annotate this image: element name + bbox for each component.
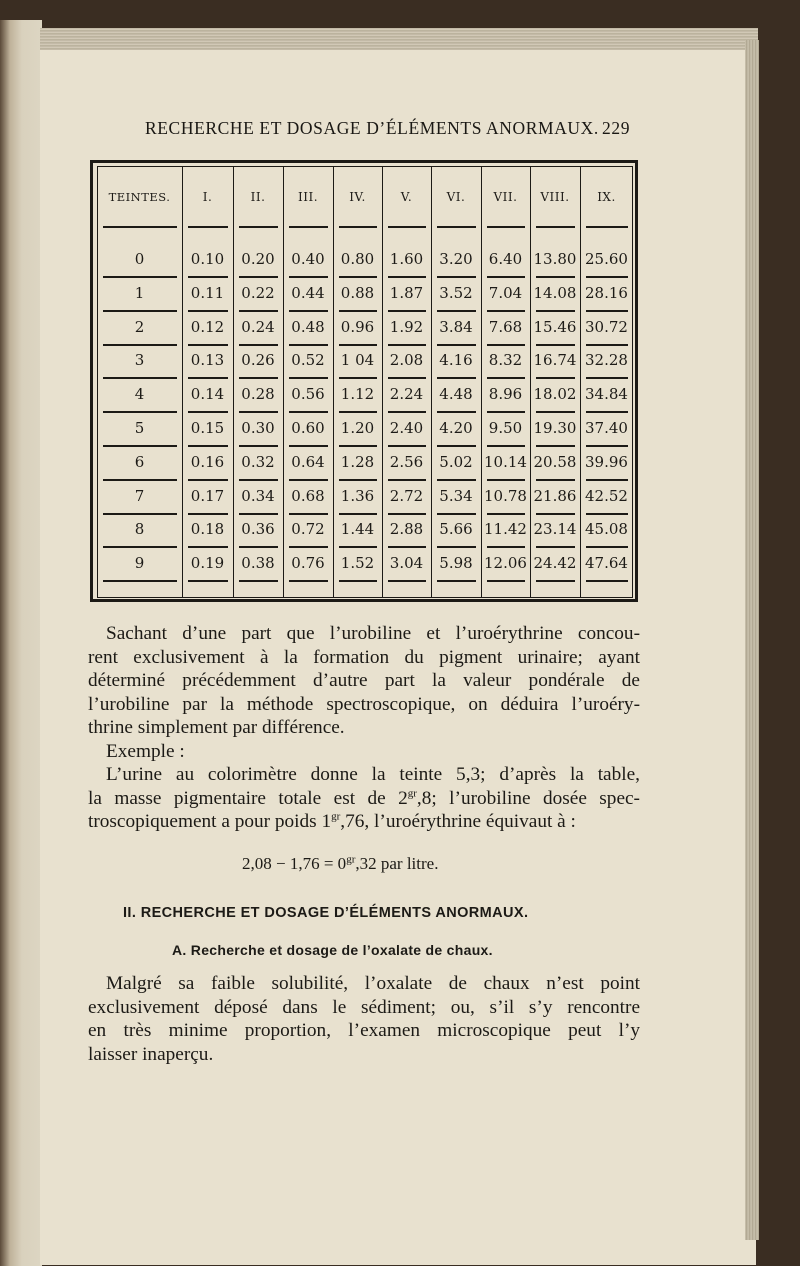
table-cell-rule — [239, 479, 278, 481]
table-cell: 0.16 — [190, 452, 225, 471]
table-cell-rule — [103, 226, 177, 228]
table-cell: 0.34 — [241, 486, 275, 505]
table-cell: 0.15 — [190, 419, 225, 437]
table-cell-rule — [103, 479, 177, 481]
table-cell: 7.68 — [488, 317, 523, 336]
table-cell-rule — [103, 310, 177, 312]
table-cell-rule — [388, 479, 426, 481]
table-cell: 25.60 — [585, 250, 628, 268]
table-cell-rule — [388, 445, 426, 447]
table-cell-rule — [289, 580, 328, 582]
table-cell-rule — [536, 226, 575, 228]
table-cell-rule — [339, 310, 377, 312]
table-header-cell: VI. — [446, 190, 466, 204]
table-cell-rule — [339, 226, 377, 228]
table-cell-rule — [339, 344, 377, 346]
table-header-cell: II. — [250, 190, 266, 204]
table-cell: 2.88 — [389, 520, 424, 539]
table-cell: 9 — [134, 554, 145, 573]
table-cell-rule — [437, 546, 476, 548]
table-cell: 15.46 — [533, 317, 577, 336]
table-cell-rule — [487, 445, 525, 447]
table-cell: 0.56 — [291, 385, 325, 404]
paragraph-line: thrine simplement par différence. — [88, 717, 345, 738]
table-cell-rule — [437, 479, 476, 481]
table-cell-rule — [289, 411, 328, 413]
table-cell: 0.36 — [241, 520, 275, 539]
table-cell: 16.74 — [533, 351, 577, 370]
table-cell-rule — [536, 411, 575, 413]
table-cell: 21.86 — [533, 486, 577, 505]
table-cell: 0.18 — [190, 520, 225, 539]
table-cell-rule — [239, 276, 278, 278]
table-cell-rule — [536, 546, 575, 548]
table-cell-rule — [586, 546, 628, 548]
table-cell: 45.08 — [585, 520, 628, 539]
table-cell: 1.87 — [389, 283, 424, 302]
table-cell-rule — [388, 411, 426, 413]
table-cell-rule — [289, 513, 328, 515]
table-cell-rule — [586, 479, 628, 481]
table-cell: 0.11 — [190, 283, 225, 302]
example-line: la masse pigmentaire totale est de $2^{gr},8$; l’urobiline dosée spec- — [88, 787, 640, 809]
example-label: Exemple : — [106, 740, 185, 762]
table-cell: 10.14 — [484, 452, 527, 471]
table-cell: 0.40 — [291, 250, 325, 268]
table-cell-rule — [339, 580, 377, 582]
table-cell: 0.17 — [190, 486, 225, 505]
table-cell: 39.96 — [585, 452, 628, 471]
table-cell-rule — [103, 411, 177, 413]
table-cell-rule — [103, 580, 177, 582]
table-cell-rule — [289, 276, 328, 278]
table-cell-rule — [188, 377, 228, 379]
table-cell: 0.48 — [291, 317, 325, 336]
table-cell-rule — [536, 445, 575, 447]
table-cell-rule — [487, 546, 525, 548]
table-cell-rule — [437, 377, 476, 379]
table-cell: 0.80 — [340, 250, 375, 268]
table-cell-rule — [437, 344, 476, 346]
table-cell: 1.44 — [340, 520, 375, 539]
table-cell: 0.72 — [291, 520, 325, 539]
paragraph-line: Sachant d’une part que l’urobiline et l’uroérythrine concou- — [106, 623, 640, 644]
table-cell-rule — [188, 344, 228, 346]
table-cell: 30.72 — [585, 317, 628, 336]
table-cell-rule — [487, 226, 525, 228]
table-cell: 19.30 — [533, 419, 577, 437]
table-cell: 0.28 — [241, 385, 275, 404]
table-cell-rule — [437, 310, 476, 312]
table-cell-rule — [586, 513, 628, 515]
table-cell-rule — [586, 226, 628, 228]
table-cell: 0.68 — [291, 486, 325, 505]
table-cell-rule — [188, 479, 228, 481]
table-cell-rule — [239, 411, 278, 413]
table-cell-rule — [487, 479, 525, 481]
table-header-cell: VIII. — [540, 190, 570, 204]
table-cell-rule — [487, 513, 525, 515]
example-line: troscopiquement a pour poids $1^{gr},76$, l’uroérythrine équivaut à : — [88, 810, 576, 832]
paragraph-line: déterminé précédemment d’autre part la valeur pondérale de — [88, 670, 640, 691]
table-cell: 1.92 — [389, 317, 424, 336]
paragraph-urobiline — [88, 622, 640, 834]
table-cell-rule — [289, 479, 328, 481]
table-cell: 4.20 — [439, 419, 473, 437]
table-cell-rule — [487, 310, 525, 312]
table-cell-rule — [339, 513, 377, 515]
table-cell-rule — [388, 580, 426, 582]
table-cell: 4 — [134, 385, 145, 404]
table-cell-rule — [388, 377, 426, 379]
table-cell: 42.52 — [585, 486, 628, 505]
table-cell: 0.10 — [190, 250, 225, 268]
table-cell-rule — [103, 513, 177, 515]
table-cell-rule — [239, 513, 278, 515]
table-cell: 0.22 — [241, 283, 275, 302]
table-cell-rule — [437, 276, 476, 278]
table-header-cell: IV. — [349, 190, 366, 204]
example-line: L’urine au colorimètre donne la teinte 5,3; d’après la table, — [106, 764, 640, 785]
table-cell-rule — [239, 310, 278, 312]
table-cell: 3.84 — [439, 317, 473, 336]
table-cell: 0 — [134, 250, 145, 268]
table-cell: 13.80 — [533, 250, 577, 268]
paragraph-line: rent exclusivement à la formation du pigment urinaire; ayant — [88, 646, 640, 668]
table-cell-rule — [103, 276, 177, 278]
table-cell: 1.60 — [389, 250, 424, 268]
table-cell-rule — [586, 310, 628, 312]
table-cell-rule — [289, 546, 328, 548]
table-cell: 5.66 — [439, 520, 473, 539]
table-cell: 8.32 — [488, 351, 523, 370]
table-cell-rule — [339, 445, 377, 447]
paragraph-line: Malgré sa faible solubilité, l’oxalate de chaux n’est point — [106, 973, 640, 994]
table-cell: 6 — [134, 452, 145, 471]
table-cell: 3.52 — [439, 283, 473, 302]
table-cell: 18.02 — [533, 385, 577, 404]
table-cell: 0.64 — [291, 452, 325, 471]
table-cell: 32.28 — [585, 351, 628, 370]
table-cell-rule — [437, 445, 476, 447]
paragraph-line: en très minime proportion, l’examen microscopique peut l’y — [88, 1020, 640, 1041]
table-cell: 0.96 — [340, 317, 375, 336]
table-cell: 2.24 — [389, 385, 424, 404]
running-head — [145, 118, 665, 148]
table-cell: 14.08 — [533, 283, 577, 302]
table-cell: 0.12 — [190, 317, 225, 336]
table-cell: 8.96 — [488, 385, 523, 404]
table-cell: 1.52 — [340, 554, 375, 573]
table-cell: 12.06 — [484, 554, 527, 573]
table-cell-rule — [437, 411, 476, 413]
table-cell-rule — [339, 276, 377, 278]
table-cell-rule — [536, 377, 575, 379]
table-cell: 5 — [134, 419, 145, 437]
table-cell: 0.76 — [291, 554, 325, 573]
table-cell: 9.50 — [488, 419, 523, 437]
table-cell-rule — [188, 546, 228, 548]
table-cell: 0.88 — [340, 283, 375, 302]
table-cell: 0.24 — [241, 317, 275, 336]
table-cell: 0.13 — [190, 351, 225, 370]
table-cell-rule — [586, 411, 628, 413]
page-edges-right — [745, 40, 759, 1240]
table-cell: 6.40 — [488, 250, 523, 268]
table-cell-rule — [239, 226, 278, 228]
table-cell: 0.14 — [190, 385, 225, 404]
table-cell: 2.08 — [389, 351, 424, 370]
table-cell-rule — [188, 310, 228, 312]
table-cell-rule — [586, 377, 628, 379]
table-cell-rule — [437, 513, 476, 515]
table-cell-rule — [239, 546, 278, 548]
table-cell-rule — [103, 546, 177, 548]
table-cell-rule — [487, 276, 525, 278]
table-cell: 0.30 — [241, 419, 275, 437]
table-cell-rule — [487, 580, 525, 582]
table-cell: 1.28 — [340, 452, 375, 471]
table-cell-rule — [339, 546, 377, 548]
table-cell: 4.16 — [439, 351, 473, 370]
table-cell: 3 — [134, 351, 145, 370]
table-cell-rule — [437, 226, 476, 228]
equation: $2,08 - 1,76 = 0^{gr},32$ par litre. — [242, 853, 439, 873]
table-cell-rule — [339, 411, 377, 413]
table-cell-rule — [388, 546, 426, 548]
table-cell-rule — [536, 580, 575, 582]
table-cell: 5.34 — [439, 486, 473, 505]
table-header-cell: IX. — [597, 190, 616, 204]
table-cell-rule — [188, 513, 228, 515]
table-cell: 3.20 — [439, 250, 473, 268]
table-cell-rule — [289, 445, 328, 447]
table-cell-rule — [239, 445, 278, 447]
table-cell: 1 04 — [340, 351, 375, 370]
table-cell-rule — [103, 377, 177, 379]
table-cell-rule — [388, 226, 426, 228]
table-cell: 0.52 — [291, 351, 325, 370]
table-cell: 0.19 — [190, 554, 225, 573]
table-cell-rule — [188, 445, 228, 447]
table-header-cell: VII. — [493, 190, 518, 204]
table-cell-rule — [437, 580, 476, 582]
page-edges-top — [40, 28, 758, 50]
paragraph-line: l’urobiline par la méthode spectroscopique, on déduira l’uroéry- — [88, 693, 640, 715]
table-cell-rule — [339, 479, 377, 481]
table-cell: 8 — [134, 520, 145, 539]
table-cell: 3.04 — [389, 554, 424, 573]
table-cell-rule — [239, 344, 278, 346]
table-cell-rule — [388, 310, 426, 312]
subsection-title: A. Recherche et dosage de l’oxalate de chaux. — [172, 942, 493, 958]
section-title: II. RECHERCHE ET DOSAGE D’ÉLÉMENTS ANORMAUX. — [123, 905, 529, 921]
table-cell-rule — [586, 276, 628, 278]
table-cell-rule — [188, 580, 228, 582]
table-cell: 11.42 — [484, 520, 527, 539]
page-number: 229 — [602, 118, 631, 138]
table-cell: 28.16 — [585, 283, 628, 302]
table-cell-rule — [188, 276, 228, 278]
table-cell-rule — [586, 344, 628, 346]
table-cell: 1 — [134, 283, 145, 302]
table-cell-rule — [388, 276, 426, 278]
table-cell-rule — [536, 310, 575, 312]
table-cell: 47.64 — [585, 554, 628, 573]
table-cell: 2.72 — [389, 486, 424, 505]
table-cell: 0.38 — [241, 554, 275, 573]
table-cell: 0.20 — [241, 250, 275, 268]
table-cell: 23.14 — [533, 520, 577, 539]
table-cell: 24.42 — [533, 554, 577, 573]
table-cell-rule — [188, 411, 228, 413]
table-cell: 5.02 — [439, 452, 473, 471]
table-cell: 2 — [134, 317, 145, 336]
table-cell-rule — [188, 226, 228, 228]
table-cell: 2.40 — [389, 419, 424, 437]
table-cell-rule — [487, 377, 525, 379]
table-header-cell: I. — [202, 190, 213, 204]
table-cell-rule — [586, 445, 628, 447]
table-cell-rule — [289, 226, 328, 228]
paragraph-oxalate — [88, 972, 640, 1066]
table-cell-rule — [289, 310, 328, 312]
book-gutter — [0, 20, 42, 1266]
table-cell: 37.40 — [585, 419, 628, 437]
table-header-cell: V. — [400, 190, 413, 204]
table-cell-rule — [536, 479, 575, 481]
table-cell-rule — [487, 411, 525, 413]
table-cell-rule — [388, 513, 426, 515]
table-cell-rule — [239, 580, 278, 582]
table-cell: 1.36 — [340, 486, 375, 505]
paragraph-line: laisser inaperçu. — [88, 1043, 214, 1065]
table-cell: 0.32 — [241, 452, 275, 471]
table-cell: 34.84 — [585, 385, 628, 404]
table-cell: 1.20 — [340, 419, 375, 437]
table-cell-rule — [536, 344, 575, 346]
table-cell-rule — [289, 377, 328, 379]
table-cell-rule — [289, 344, 328, 346]
table-header-cell: TEINTES. — [108, 190, 171, 204]
table-cell: 0.26 — [241, 351, 275, 370]
table-header-cell: III. — [297, 190, 319, 204]
table-cell: 4.48 — [439, 385, 473, 404]
table-cell-rule — [536, 276, 575, 278]
table-cell-rule — [103, 344, 177, 346]
table-cell: 0.60 — [291, 419, 325, 437]
table-cell-rule — [339, 377, 377, 379]
running-head-title: RECHERCHE ET DOSAGE D’ÉLÉMENTS ANORMAUX. — [145, 118, 599, 138]
table-cell-rule — [586, 580, 628, 582]
table-cell-rule — [103, 445, 177, 447]
table-cell-rule — [239, 377, 278, 379]
table-cell: 0.44 — [291, 283, 325, 302]
table-cell: 20.58 — [533, 452, 577, 471]
table-cell: 7 — [134, 486, 145, 505]
table-cell: 5.98 — [439, 554, 473, 573]
paragraph-line: exclusivement déposé dans le sédiment; ou, s’il s’y rencontre — [88, 996, 640, 1018]
table-cell: 1.12 — [340, 385, 375, 404]
table-cell: 10.78 — [484, 486, 527, 505]
table-cell-rule — [487, 344, 525, 346]
table-cell: 7.04 — [488, 283, 523, 302]
table-cell-rule — [536, 513, 575, 515]
table-cell: 2.56 — [389, 452, 424, 471]
table-cell-rule — [388, 344, 426, 346]
